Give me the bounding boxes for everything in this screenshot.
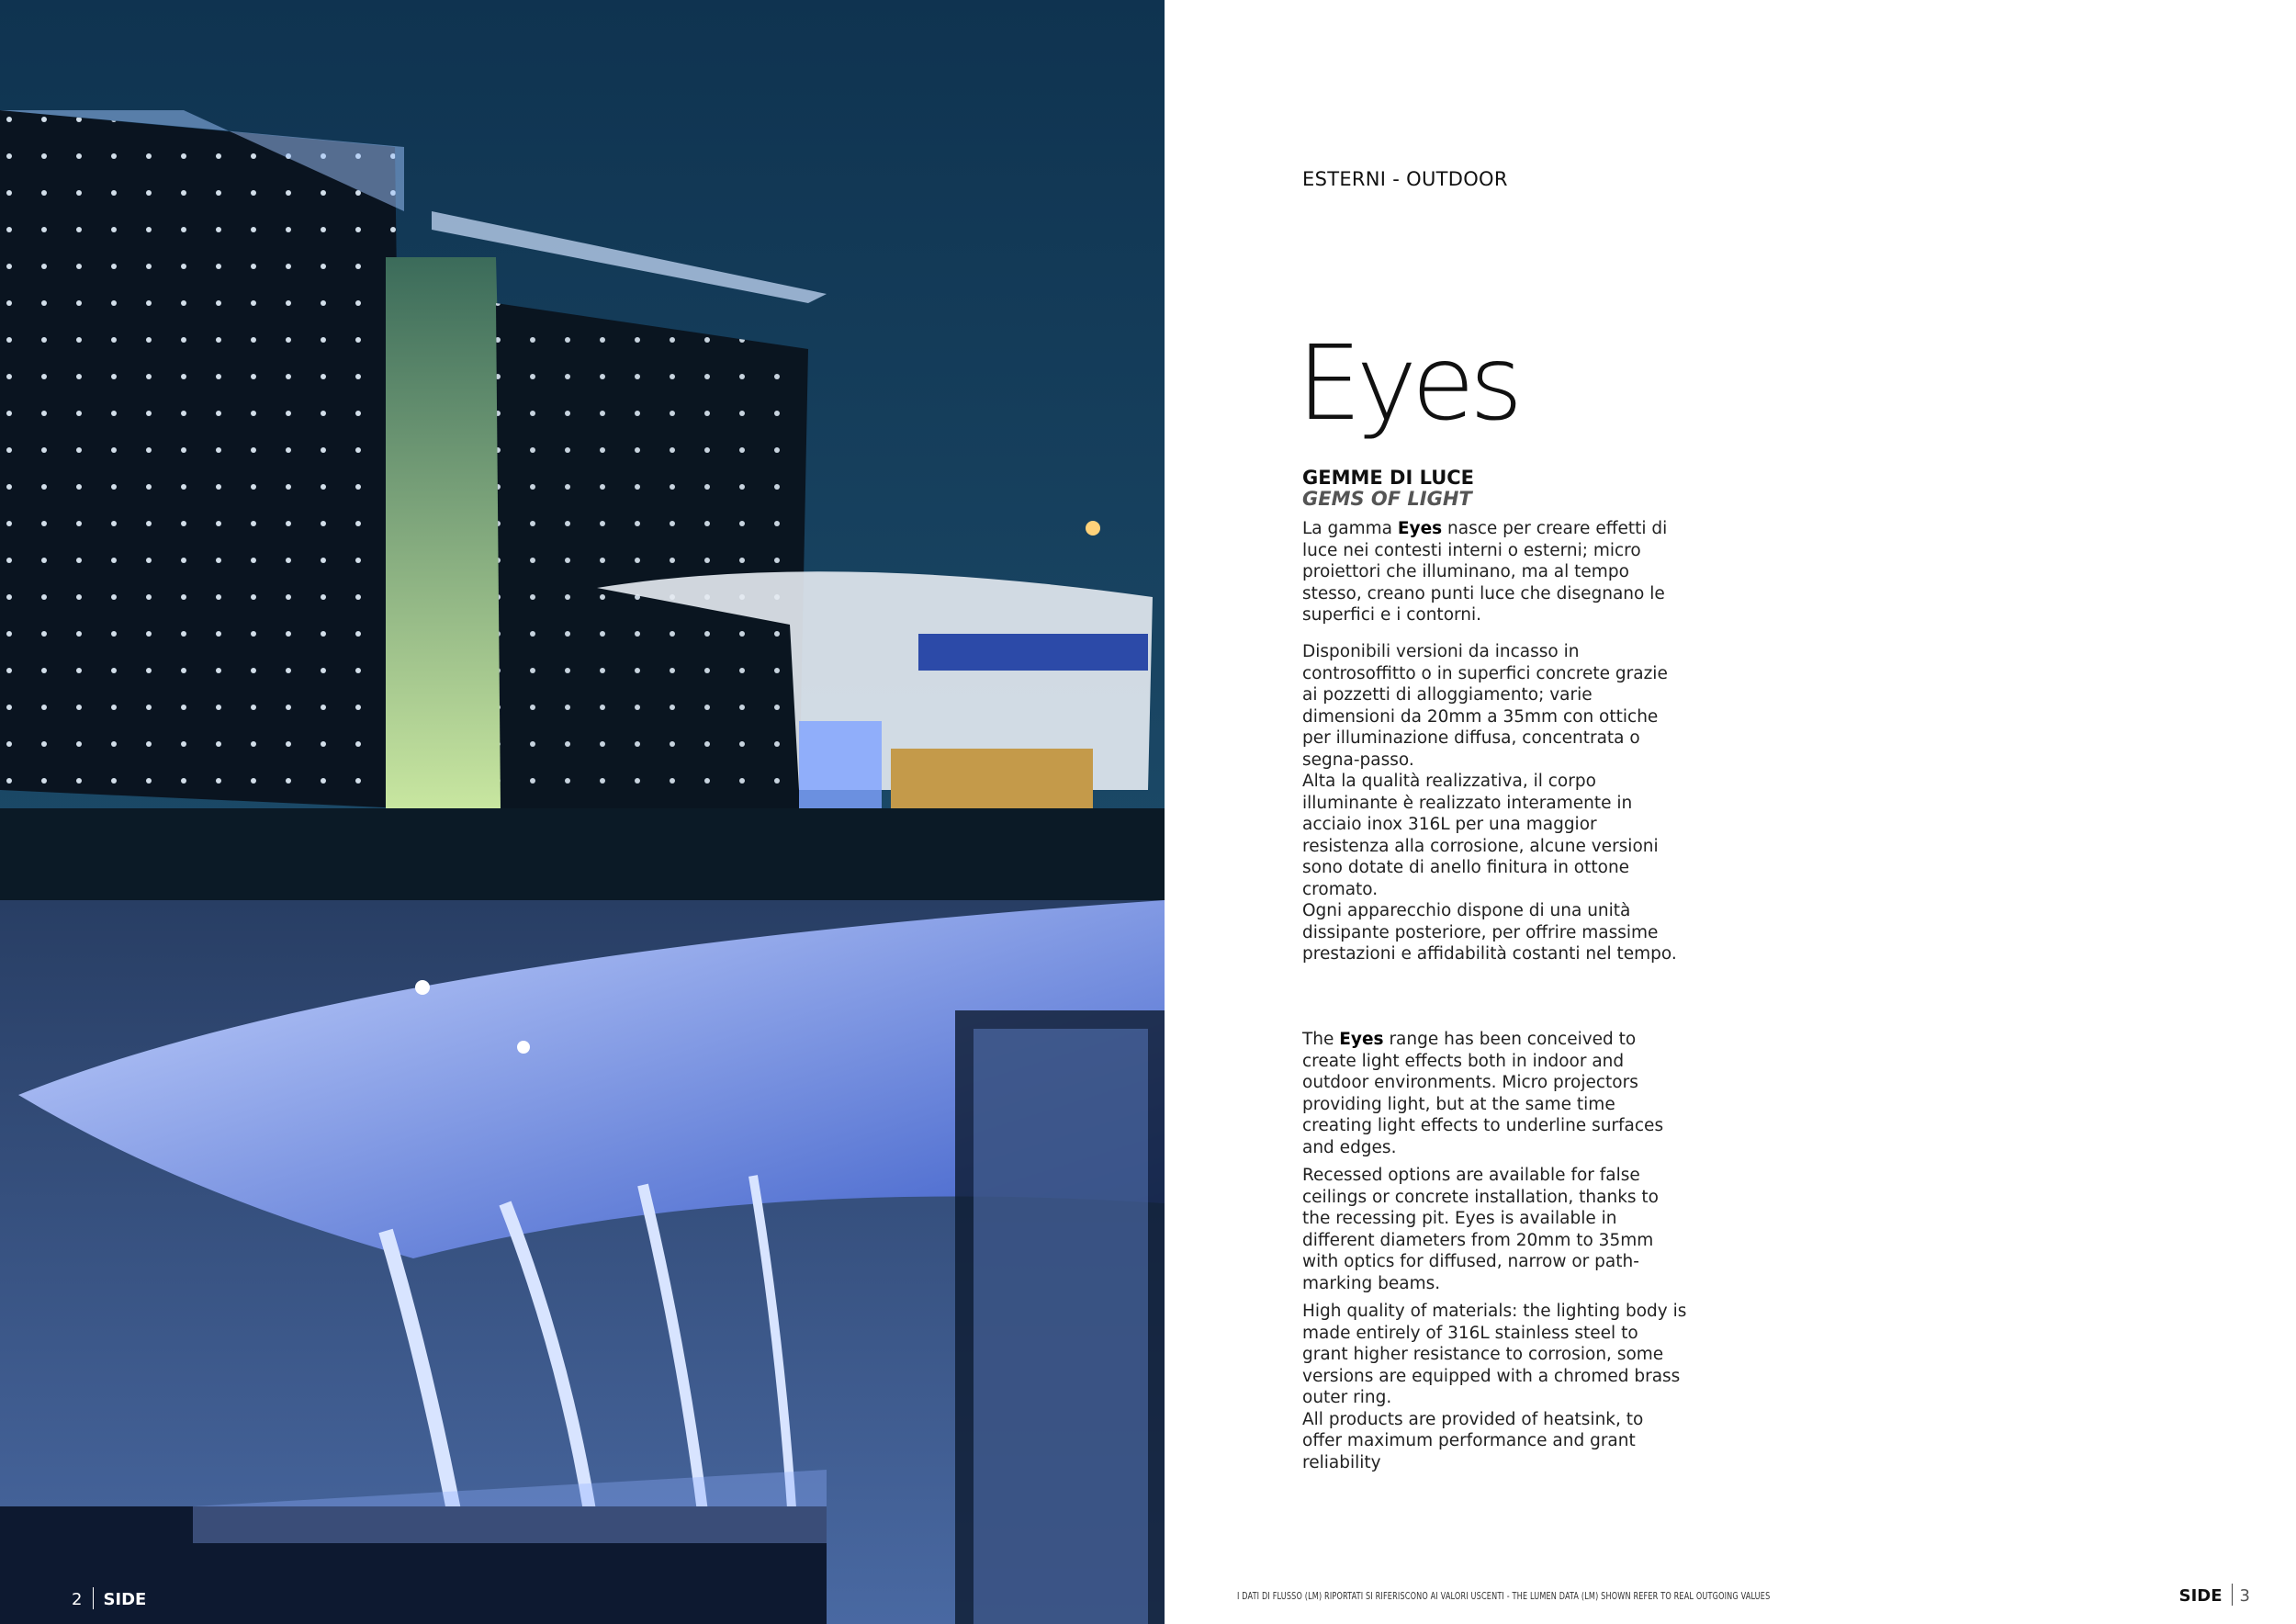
intro-english — [1302, 1029, 1688, 1158]
details-italian — [1302, 641, 1688, 965]
page-brand: SIDE — [103, 1590, 147, 1609]
page-number: 3 — [2239, 1586, 2250, 1606]
page-number-divider — [93, 1587, 94, 1609]
building-night-illustration — [0, 0, 1165, 900]
page-brand: SIDE — [2178, 1586, 2223, 1606]
intro-italian-post: nasce per creare effetti di luce nei contesti interni o esterni; micro proiettori che illuminano, ma al tempo stesso, creano punti luce che disegnano le superfici e i contorni. — [1302, 519, 1668, 625]
canopy-illustration — [0, 900, 1165, 1624]
details-italian-p2: Alta la qualità realizzativa, il corpo illuminante è realizzato interamente in acciaio inox 316L per una maggior resistenza alla corrosione, alcune versioni sono dotate di anello finitura in ottone cromato. — [1302, 772, 1659, 899]
intro-italian-pre: La gamma — [1302, 519, 1398, 538]
product-title: Eyes — [1297, 324, 1518, 444]
details-english-materials-p2: All products are provided of heatsink, to offer maximum performance and grant reliability — [1302, 1409, 1644, 1472]
intro-italian-product: Eyes — [1397, 519, 1443, 538]
building-night-photo — [0, 0, 1165, 900]
details-english-materials-p1: High quality of materials: the lighting body is made entirely of 316L stainless steel to grant higher resistance to corrosion, some versions are equipped with a chromed brass outer ring. — [1302, 1302, 1687, 1407]
section-label: ESTERNI - OUTDOOR — [1302, 168, 1508, 190]
details-italian-p1: Disponibili versioni da incasso in controsoffitto o in superfici concrete grazie ai pozzetti di alloggiamento; varie dimensioni da 20mm a 35mm con ottiche per illuminazione diffusa, concentrata o segna-passo. — [1302, 642, 1668, 770]
intro-italian — [1302, 518, 1688, 626]
intro-english-pre: The — [1302, 1030, 1340, 1049]
page-number-right — [2179, 1584, 2250, 1606]
subtitle-italian: GEMME DI LUCE — [1302, 467, 1475, 489]
page-number-divider — [2232, 1584, 2233, 1606]
canopy-night-photo — [0, 900, 1165, 1624]
footer-note: I DATI DI FLUSSO (LM) RIPORTATI SI RIFERISCONO AI VALORI USCENTI - THE LUMEN DATA (LM) SHOWN REFER TO REAL OUTGOING VALUES — [1237, 1590, 1771, 1602]
page-number-left — [72, 1587, 146, 1609]
intro-english-post: range has been conceived to create light effects both in indoor and outdoor environments. Micro projectors providing light, but at the same time creating light effects to underline surfaces and edges. — [1302, 1030, 1664, 1157]
subtitle-english: GEMS OF LIGHT — [1302, 488, 1472, 510]
details-italian-p3: Ogni apparecchio dispone di una unità dissipante posteriore, per offrire massime prestazioni e affidabilità costanti nel tempo. — [1302, 901, 1677, 964]
intro-english-product: Eyes — [1339, 1030, 1384, 1049]
details-english-options — [1302, 1165, 1688, 1294]
details-english-materials — [1302, 1301, 1688, 1473]
details-english-options-text: Recessed options are available for false ceilings or concrete installation, thanks to the recessing pit. Eyes is available in different diameters from 20mm to 35mm with optics for diffused, narrow or path-marking beams. — [1302, 1166, 1660, 1293]
page-number: 2 — [72, 1590, 83, 1609]
